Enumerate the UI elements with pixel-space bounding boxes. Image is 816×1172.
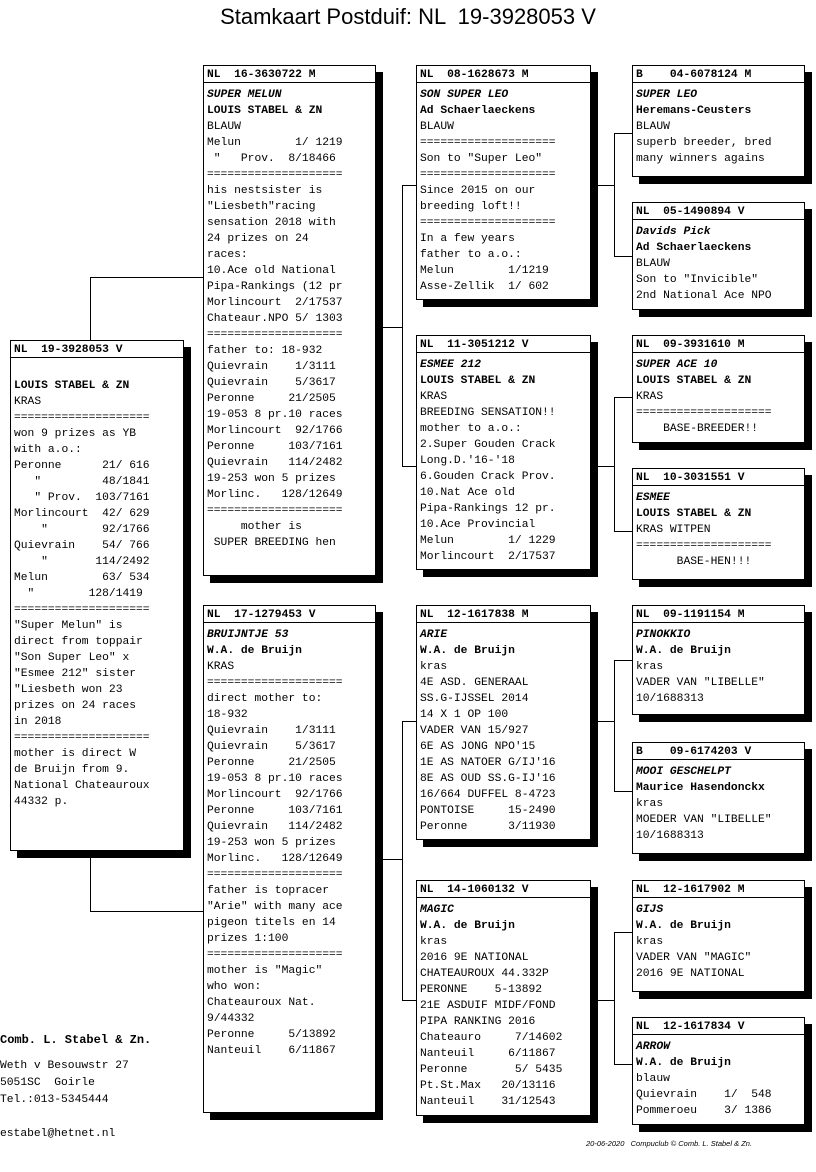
card-line: BLAUW bbox=[420, 121, 454, 133]
connector-line bbox=[376, 859, 402, 860]
card-line: BASE-HEN!!! bbox=[636, 556, 752, 568]
card-line: many winners agains bbox=[636, 153, 765, 165]
connector-line bbox=[402, 185, 403, 467]
page-title: Stamkaart Postduif: NL 19-3928053 V bbox=[220, 4, 596, 29]
card-line: ESMEE 212 bbox=[420, 359, 482, 371]
card-line: Morlincourt 2/17537 bbox=[420, 551, 556, 563]
card-line: BLAUW bbox=[636, 121, 670, 133]
card-line: National Chateauroux bbox=[14, 780, 150, 792]
card-line: "Esmee 212" sister bbox=[14, 668, 137, 680]
card-line: "Son Super Leo" x bbox=[14, 652, 130, 664]
ring-number: NL 14-1060132 V bbox=[420, 882, 590, 898]
owner-name: Comb. L. Stabel & Zn. bbox=[0, 1033, 152, 1047]
card-line: Asse-Zellik 1/ 602 bbox=[420, 281, 549, 293]
card-line: BRUIJNTJE 53 bbox=[207, 629, 289, 641]
card-line: " Prov. 103/7161 bbox=[14, 492, 150, 504]
card-line: Melun 1/ 1229 bbox=[420, 535, 556, 547]
card-line: Nanteuil 6/11867 bbox=[207, 1045, 336, 1057]
card-line: LOUIS STABEL & ZN bbox=[636, 508, 752, 520]
card-line: 10.Ace old National bbox=[207, 265, 336, 277]
card-line: kras bbox=[420, 936, 448, 948]
card-line: ==================== bbox=[420, 169, 556, 181]
card-line: LOUIS STABEL & ZN bbox=[14, 380, 130, 392]
connector-line bbox=[614, 932, 615, 1065]
connector-line bbox=[614, 660, 615, 792]
connector-line bbox=[592, 1000, 614, 1001]
card-line: W.A. de Bruijn bbox=[207, 645, 302, 657]
card-line: 2nd National Ace NPO bbox=[636, 290, 772, 302]
card-line: LOUIS STABEL & ZN bbox=[420, 375, 536, 387]
card-line: Morlincourt 92/1766 bbox=[207, 425, 343, 437]
card-line: mother is direct W bbox=[14, 748, 137, 760]
owner-spacer bbox=[0, 1109, 151, 1126]
card-line: 21E ASDUIF MIDF/FOND bbox=[420, 1000, 556, 1012]
card-line: Quievrain 1/3111 bbox=[207, 361, 336, 373]
owner-email: estabel@hetnet.nl bbox=[0, 1128, 116, 1140]
card-line: mother to a.o.: bbox=[420, 423, 522, 435]
card-line: Pommeroeu 3/ 1386 bbox=[636, 1105, 772, 1117]
card-line: ==================== bbox=[420, 137, 556, 149]
card-line: Morlinc. 128/12649 bbox=[207, 853, 343, 865]
card-line: Morlinc. 128/12649 bbox=[207, 489, 343, 501]
connector-line bbox=[90, 277, 91, 340]
card-line: SUPER MELUN bbox=[207, 89, 282, 101]
card-line: " 128/1419 bbox=[14, 588, 143, 600]
ring-number: NL 09-1191154 M bbox=[636, 607, 804, 623]
connector-line bbox=[614, 397, 615, 532]
owner-block bbox=[0, 1032, 151, 1143]
card-line: kras bbox=[636, 661, 664, 673]
connector-line bbox=[592, 466, 614, 467]
card-line bbox=[14, 362, 183, 378]
connector-line bbox=[90, 911, 204, 912]
connector-line bbox=[614, 531, 632, 532]
card-line: blauw bbox=[636, 1073, 670, 1085]
card-line: Heremans-Ceusters bbox=[636, 105, 752, 117]
ring-number: B 04-6078124 M bbox=[636, 67, 804, 83]
connector-line bbox=[614, 133, 615, 257]
card-line: 10/1688313 bbox=[636, 830, 704, 842]
card-line: breeding loft!! bbox=[420, 201, 522, 213]
card-line: MOOI GESCHELPT bbox=[636, 766, 731, 778]
card-granddam-maternal bbox=[416, 880, 591, 1116]
owner-phone: Tel.:013-5345444 bbox=[0, 1094, 109, 1106]
card-line: 6.Gouden Crack Prov. bbox=[420, 471, 556, 483]
card-line: Pipa-Rankings 12 pr. bbox=[420, 503, 556, 515]
card-line: races: bbox=[207, 249, 248, 261]
card-dam bbox=[203, 605, 376, 1113]
card-ggsire-2 bbox=[632, 335, 805, 443]
ring-number: NL 11-3051212 V bbox=[420, 337, 590, 353]
card-line: " 114/2492 bbox=[14, 556, 150, 568]
card-line: ==================== bbox=[14, 604, 150, 616]
card-line: In a few years bbox=[420, 233, 515, 245]
card-line: "Liesbeth won 23 bbox=[14, 684, 123, 696]
card-line: Pipa-Rankings (12 pr bbox=[207, 281, 343, 293]
card-ggdam-4 bbox=[632, 1017, 805, 1125]
card-line: Morlincourt 2/17537 bbox=[207, 297, 343, 309]
card-line: ARIE bbox=[420, 629, 448, 641]
ring-number: NL 12-1617834 V bbox=[636, 1019, 804, 1035]
card-line: Morlincourt 42/ 629 bbox=[14, 508, 150, 520]
ring-number: NL 09-3931610 M bbox=[636, 337, 804, 353]
card-line: 14 X 1 OP 100 bbox=[420, 709, 509, 721]
card-line: Chateauroux Nat. bbox=[207, 997, 316, 1009]
card-line: Melun 63/ 534 bbox=[14, 572, 150, 584]
card-line: ==================== bbox=[420, 217, 556, 229]
card-line: KRAS bbox=[14, 396, 42, 408]
card-line: PIPA RANKING 2016 bbox=[420, 1016, 536, 1028]
card-line: 44332 p. bbox=[14, 796, 69, 808]
card-line: won 9 prizes as YB bbox=[14, 428, 137, 440]
card-line: 4E ASD. GENERAAL bbox=[420, 677, 529, 689]
card-line: Quievrain 5/3617 bbox=[207, 377, 336, 389]
card-line: with a.o.: bbox=[14, 444, 82, 456]
card-line: mother is "Magic" bbox=[207, 965, 323, 977]
card-line: SS.G-IJSSEL 2014 bbox=[420, 693, 529, 705]
card-line: SUPER ACE 10 bbox=[636, 359, 718, 371]
card-line: "Arie" with many ace bbox=[207, 901, 343, 913]
ring-number: B 09-6174203 V bbox=[636, 744, 804, 760]
card-line: Peronne 103/7161 bbox=[207, 805, 343, 817]
card-line: kras bbox=[636, 798, 664, 810]
card-line: in 2018 bbox=[14, 716, 62, 728]
card-line: W.A. de Bruijn bbox=[636, 645, 731, 657]
card-line: 8E AS OUD SS.G-IJ'16 bbox=[420, 773, 556, 785]
card-line: LOUIS STABEL & ZN bbox=[636, 375, 752, 387]
card-subject bbox=[10, 340, 184, 851]
ring-number: NL 16-3630722 M bbox=[207, 67, 375, 83]
card-line: KRAS bbox=[420, 391, 448, 403]
card-line: MOEDER VAN "LIBELLE" bbox=[636, 814, 772, 826]
card-line: Melun 1/1219 bbox=[420, 265, 549, 277]
card-line: ==================== bbox=[207, 329, 343, 341]
card-line: Morlincourt 92/1766 bbox=[207, 789, 343, 801]
card-line: 18-932 bbox=[207, 709, 248, 721]
card-line: father is topracer bbox=[207, 885, 330, 897]
card-line: ==================== bbox=[207, 949, 343, 961]
card-line: W.A. de Bruijn bbox=[420, 920, 515, 932]
card-line: W.A. de Bruijn bbox=[420, 645, 515, 657]
card-line: ==================== bbox=[636, 540, 772, 552]
card-line: who won: bbox=[207, 981, 262, 993]
connector-line bbox=[614, 397, 632, 398]
card-line: mother is bbox=[207, 521, 302, 533]
card-line: Peronne 5/ 5435 bbox=[420, 1064, 563, 1076]
card-line: 9/44332 bbox=[207, 1013, 255, 1025]
card-line: 10.Nat Ace old bbox=[420, 487, 515, 499]
card-line: SUPER LEO bbox=[636, 89, 698, 101]
card-line: BREEDING SENSATION!! bbox=[420, 407, 556, 419]
card-line: 2016 9E NATIONAL bbox=[420, 952, 529, 964]
card-grandsire-paternal bbox=[416, 65, 591, 300]
connector-line bbox=[90, 277, 204, 278]
connector-line bbox=[614, 133, 632, 134]
card-line: Peronne 21/2505 bbox=[207, 757, 336, 769]
card-line: PONTOISE 15-2490 bbox=[420, 805, 556, 817]
card-line: KRAS bbox=[207, 661, 235, 673]
card-line: W.A. de Bruijn bbox=[636, 920, 731, 932]
card-line: Pt.St.Max 20/13116 bbox=[420, 1080, 556, 1092]
connector-line bbox=[614, 791, 632, 792]
card-line: ==================== bbox=[207, 677, 343, 689]
card-line: 10.Ace Provincial bbox=[420, 519, 536, 531]
ring-number: NL 12-1617902 M bbox=[636, 882, 804, 898]
ring-number: NL 10-3031551 V bbox=[636, 470, 804, 486]
card-line: 19-253 won 5 prizes bbox=[207, 837, 336, 849]
footer-credit: 20-06-2020 Compuclub © Comb. L. Stabel & Zn. bbox=[586, 1139, 753, 1148]
card-line: prizes on 24 races bbox=[14, 700, 137, 712]
card-line: Quievrain 5/3617 bbox=[207, 741, 336, 753]
card-line: VADER VAN "LIBELLE" bbox=[636, 677, 765, 689]
card-line: Son to "Super Leo" bbox=[420, 153, 543, 165]
card-line: prizes 1:100 bbox=[207, 933, 289, 945]
card-line: " 48/1841 bbox=[14, 476, 150, 488]
owner-city: 5051SC Goirle bbox=[0, 1077, 95, 1089]
card-line: GIJS bbox=[636, 904, 664, 916]
card-line: Chateaur.NPO 5/ 1303 bbox=[207, 313, 343, 325]
connector-line bbox=[614, 1064, 632, 1065]
card-line: ARROW bbox=[636, 1041, 670, 1053]
card-line: Maurice Hasendonckx bbox=[636, 782, 765, 794]
card-line: Davids Pick bbox=[636, 226, 711, 238]
card-line: PINOKKIO bbox=[636, 629, 691, 641]
card-line: his nestsister is bbox=[207, 185, 323, 197]
card-line: 16/664 DUFFEL 8-4723 bbox=[420, 789, 556, 801]
card-ggsire-3 bbox=[632, 605, 805, 715]
card-line: Quievrain 1/ 548 bbox=[636, 1089, 772, 1101]
card-line: de Bruijn from 9. bbox=[14, 764, 130, 776]
card-line: Son to "Invicible" bbox=[636, 274, 759, 286]
card-line: Nanteuil 6/11867 bbox=[420, 1048, 556, 1060]
card-line: Since 2015 on our bbox=[420, 185, 536, 197]
card-line: Melun 1/ 1219 bbox=[207, 137, 343, 149]
card-line: CHATEAUROUX 44.332P bbox=[420, 968, 549, 980]
card-line: 6E AS JONG NPO'15 bbox=[420, 741, 536, 753]
card-line: KRAS bbox=[636, 391, 664, 403]
card-line: "Super Melun" is bbox=[14, 620, 123, 632]
ring-number: NL 19-3928053 V bbox=[14, 342, 183, 358]
card-ggsire-4 bbox=[632, 880, 805, 992]
card-line: LOUIS STABEL & ZN bbox=[207, 105, 323, 117]
card-line: Quievrain 1/3111 bbox=[207, 725, 336, 737]
card-line: ESMEE bbox=[636, 492, 670, 504]
card-sire bbox=[203, 65, 376, 576]
card-line: Peronne 5/13892 bbox=[207, 1029, 336, 1041]
connector-line bbox=[376, 327, 402, 328]
card-line: PERONNE 5-13892 bbox=[420, 984, 543, 996]
card-line: direct mother to: bbox=[207, 693, 323, 705]
card-line: pigeon titels en 14 bbox=[207, 917, 336, 929]
card-line: Quievrain 54/ 766 bbox=[14, 540, 150, 552]
card-line: VADER VAN "MAGIC" bbox=[636, 952, 752, 964]
card-line: W.A. de Bruijn bbox=[636, 1057, 731, 1069]
card-line: superb breeder, bred bbox=[636, 137, 772, 149]
card-line: MAGIC bbox=[420, 904, 454, 916]
card-line: 24 prizes on 24 bbox=[207, 233, 309, 245]
card-line: KRAS WITPEN bbox=[636, 524, 711, 536]
card-granddam-paternal bbox=[416, 335, 591, 570]
connector-line bbox=[614, 256, 632, 257]
card-line: ==================== bbox=[207, 869, 343, 881]
ring-number: NL 17-1279453 V bbox=[207, 607, 375, 623]
owner-street: Weth v Besouwstr 27 bbox=[0, 1060, 129, 1072]
card-line: VADER VAN 15/927 bbox=[420, 725, 529, 737]
connector-line bbox=[592, 721, 614, 722]
card-line: Chateauro 7/14602 bbox=[420, 1032, 563, 1044]
card-ggsire-1 bbox=[632, 65, 805, 177]
card-line: BASE-BREEDER!! bbox=[636, 423, 759, 435]
card-ggdam-2 bbox=[632, 468, 805, 580]
card-line: Quievrain 114/2482 bbox=[207, 821, 343, 833]
card-line: sensation 2018 with bbox=[207, 217, 336, 229]
card-line: ==================== bbox=[14, 732, 150, 744]
connector-line bbox=[90, 851, 91, 912]
card-line: 19-053 8 pr.10 races bbox=[207, 409, 343, 421]
card-line: "Liesbeth"racing bbox=[207, 201, 316, 213]
card-line: ==================== bbox=[207, 169, 343, 181]
connector-line bbox=[614, 932, 632, 933]
card-line: " 92/1766 bbox=[14, 524, 150, 536]
card-line: kras bbox=[636, 936, 664, 948]
card-grandsire-maternal bbox=[416, 605, 591, 840]
connector-line bbox=[592, 185, 614, 186]
card-line: BLAUW bbox=[636, 258, 670, 270]
card-line: SON SUPER LEO bbox=[420, 89, 509, 101]
card-line: 1E AS NATOER G/IJ'16 bbox=[420, 757, 556, 769]
card-line: 2016 9E NATIONAL bbox=[636, 968, 745, 980]
card-line: Peronne 3/11930 bbox=[420, 821, 556, 833]
card-line: Peronne 21/ 616 bbox=[14, 460, 150, 472]
card-line: 2.Super Gouden Crack bbox=[420, 439, 556, 451]
card-line: ==================== bbox=[207, 505, 343, 517]
card-line: Ad Schaerlaeckens bbox=[420, 105, 536, 117]
card-line: Ad Schaerlaeckens bbox=[636, 242, 752, 254]
card-line: 19-053 8 pr.10 races bbox=[207, 773, 343, 785]
card-line: kras bbox=[420, 661, 448, 673]
ring-number: NL 12-1617838 M bbox=[420, 607, 590, 623]
card-line: Peronne 21/2505 bbox=[207, 393, 336, 405]
ring-number: NL 05-1490894 V bbox=[636, 204, 804, 220]
card-line: father to: 18-932 bbox=[207, 345, 323, 357]
card-line: Long.D.'16-'18 bbox=[420, 455, 515, 467]
card-ggdam-3 bbox=[632, 742, 805, 854]
card-line: ==================== bbox=[14, 412, 150, 424]
card-line: Peronne 103/7161 bbox=[207, 441, 343, 453]
card-line: Nanteuil 31/12543 bbox=[420, 1096, 556, 1108]
card-line: direct from toppair bbox=[14, 636, 143, 648]
connector-line bbox=[614, 660, 632, 661]
card-line: BLAUW bbox=[207, 121, 241, 133]
card-line: father to a.o.: bbox=[420, 249, 522, 261]
card-line: Quievrain 114/2482 bbox=[207, 457, 343, 469]
card-line: SUPER BREEDING hen bbox=[207, 537, 336, 549]
card-line: 10/1688313 bbox=[636, 693, 704, 705]
card-line: " Prov. 8/18466 bbox=[207, 153, 336, 165]
connector-line bbox=[402, 721, 403, 1001]
ring-number: NL 08-1628673 M bbox=[420, 67, 590, 83]
card-line: ==================== bbox=[636, 407, 772, 419]
card-ggdam-1 bbox=[632, 202, 805, 310]
card-line: 19-253 won 5 prizes bbox=[207, 473, 336, 485]
